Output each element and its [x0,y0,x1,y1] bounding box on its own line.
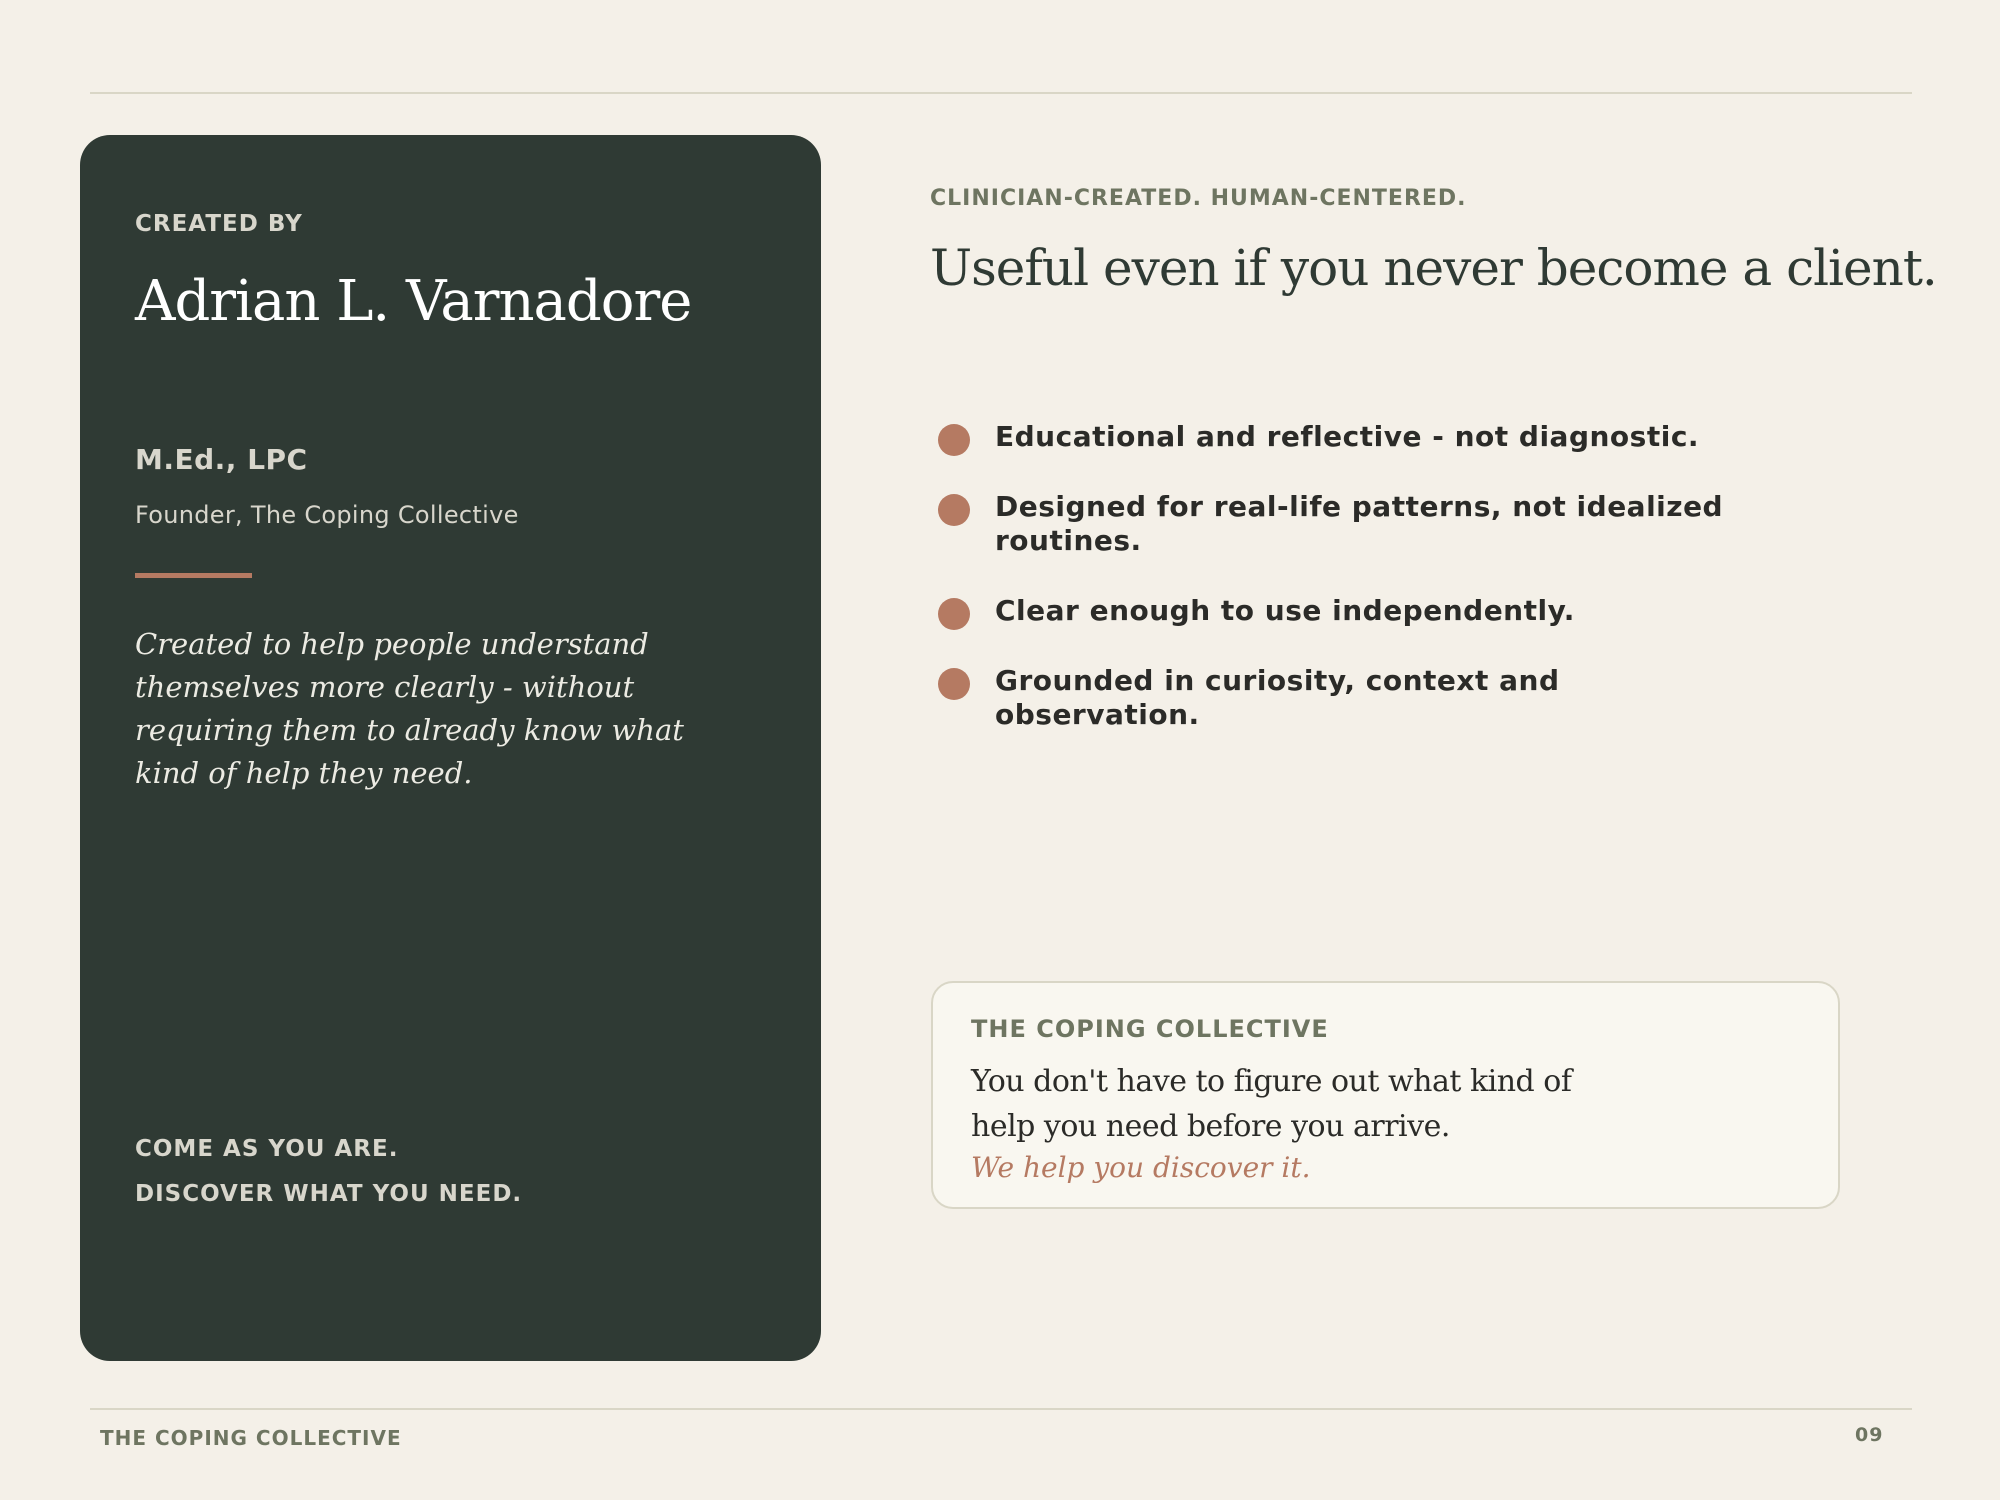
bullet-dot-icon [938,424,970,456]
bottom-divider [90,1408,1912,1410]
list-item-text: Clear enough to use independently. [995,594,1575,627]
footer-brand: THE COPING COLLECTIVE [100,1426,402,1450]
accent-divider [135,573,252,578]
author-card [80,135,821,1361]
author-quote: Created to help people understand themselves more clearly - without requiring them to already know what kind of help they need. [135,627,684,790]
callout-body: You don't have to figure out what kind of help you need before you arrive. [971,1064,1572,1144]
benefit-list [938,420,1798,768]
author-name: Adrian L. Varnadore [135,269,692,334]
list-item [938,490,1798,558]
bullet-dot-icon [938,668,970,700]
author-role: Founder, The Coping Collective [135,501,519,529]
list-item [938,420,1798,454]
list-item-text: Grounded in curiosity, context and observation. [995,664,1560,731]
page-number: 09 [1855,1424,1884,1446]
list-item [938,664,1798,732]
author-credentials: M.Ed., LPC [135,443,308,476]
callout-box [931,981,1840,1209]
tagline-line-1: COME AS YOU ARE. [135,1136,399,1162]
top-divider [90,92,1912,94]
card-tagline [135,1127,522,1217]
bullet-dot-icon [938,598,970,630]
created-by-label: CREATED BY [135,211,303,237]
list-item-text: Educational and reflective - not diagnostic. [995,420,1700,453]
list-item-text: Designed for real-life patterns, not idealized routines. [995,490,1724,557]
page-title: Useful even if you never become a client. [930,239,1937,297]
tagline-line-2: DISCOVER WHAT YOU NEED. [135,1181,523,1207]
callout-title: THE COPING COLLECTIVE [971,1015,1329,1043]
section-kicker: CLINICIAN-CREATED. HUMAN-CENTERED. [930,186,1467,211]
callout-accent: We help you discover it. [971,1151,1311,1184]
list-item [938,594,1798,628]
bullet-dot-icon [938,494,970,526]
